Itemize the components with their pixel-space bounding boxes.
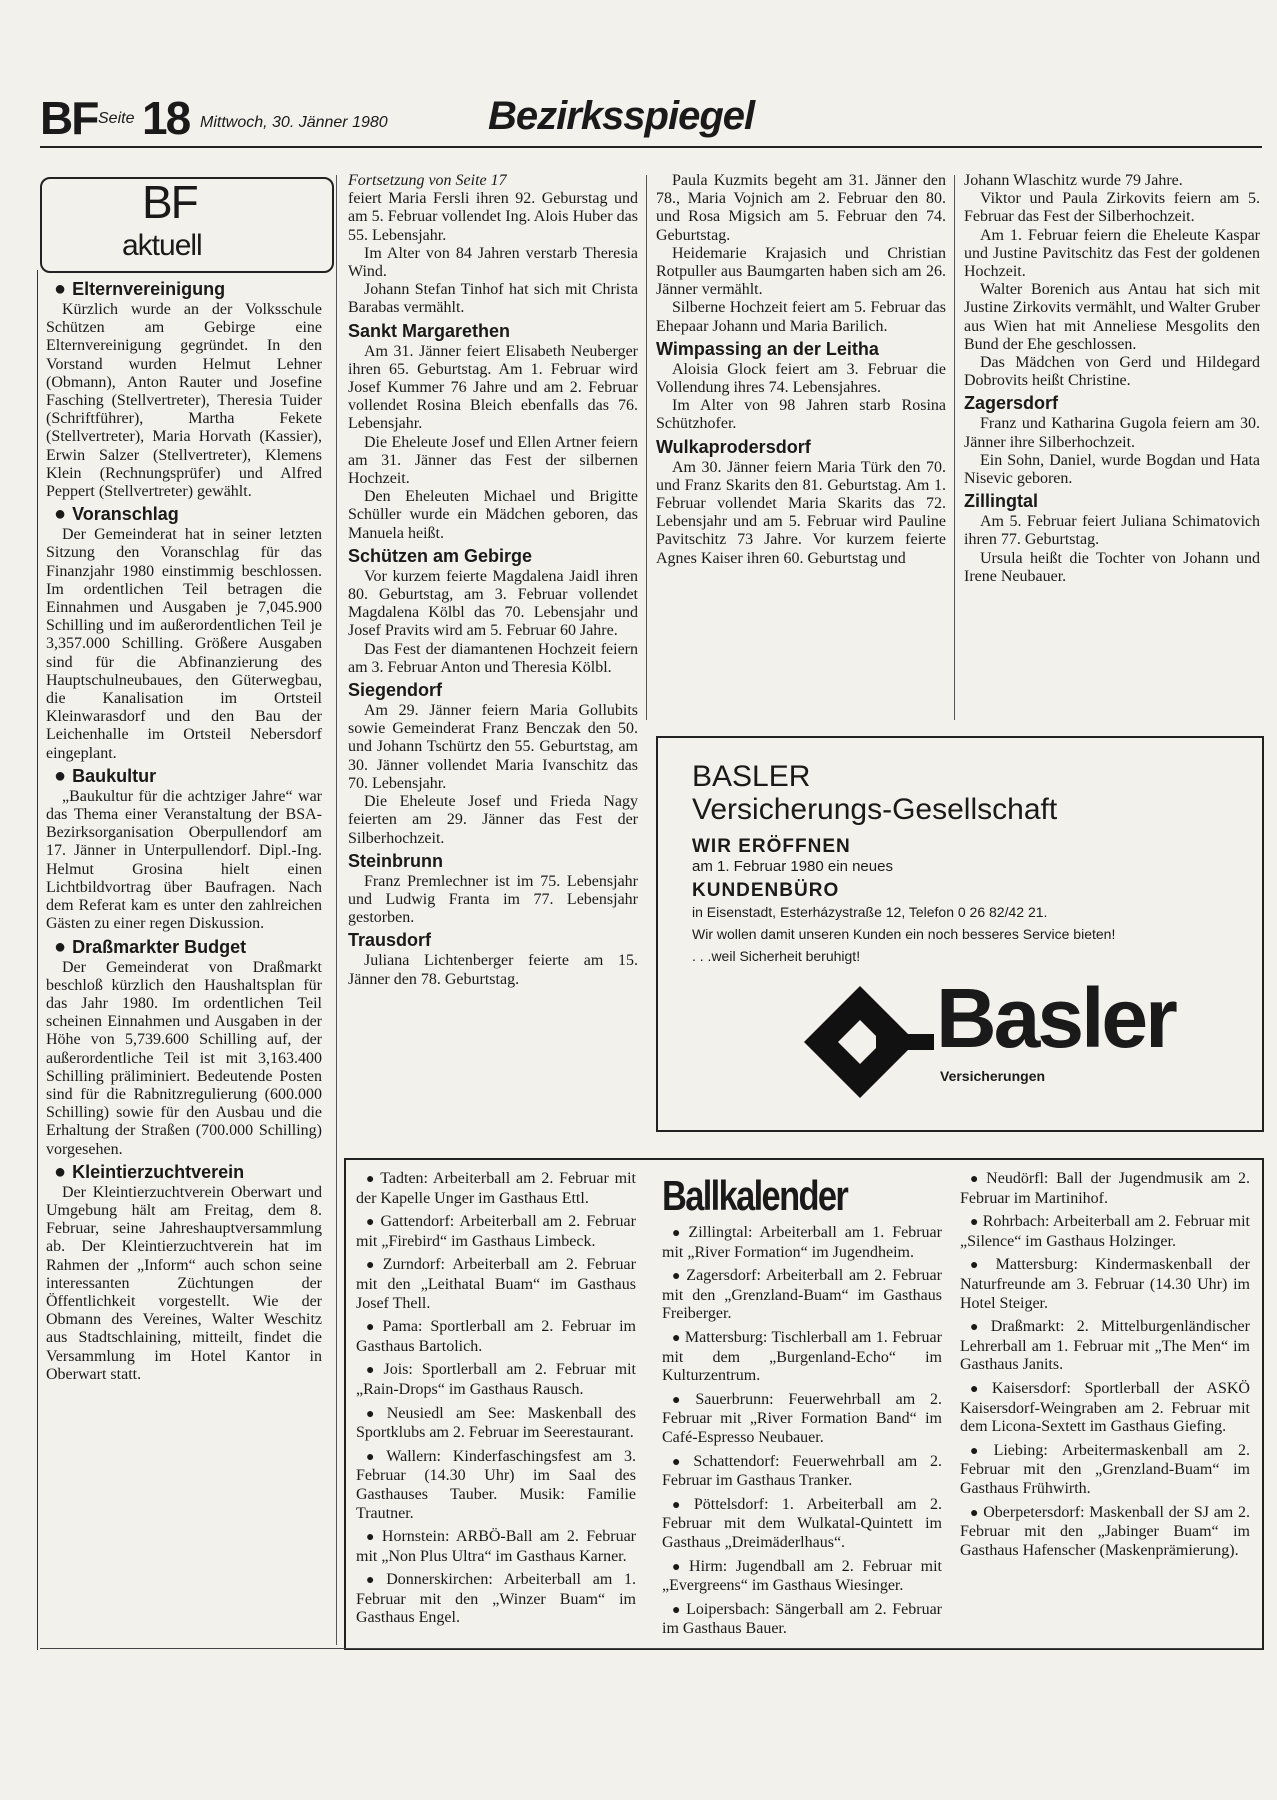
article-text: Das Fest der diamantenen Hochzeit feiern am 3. Februar Anton und Theresia Kölbl. [348, 640, 638, 676]
article-text: Franz Premlechner ist im 75. Lebensjahr und Ludwig Franta im 77. Lebensjahr gestorben. [348, 872, 638, 927]
column-village-news-3 [656, 172, 946, 568]
bf-aktuell-box [40, 177, 334, 273]
ball-entry: ● Schattendorf: Feuerwehrball am 2. Februar im Gasthaus Tranker. [662, 1453, 942, 1491]
article-text: Viktor und Paula Zirkovits feiern am 5. Februar das Fest der Silberhochzeit. [964, 190, 1260, 226]
article-text: Am 1. Februar feiern die Eheleute Kaspar und Justine Pavitschitz das Fest der goldenen Hochzeit. [964, 226, 1260, 281]
article-text: Johann Wlaschitz wurde 79 Jahre. [964, 172, 1183, 189]
column-rule [646, 175, 647, 720]
ball-entry: ● Rohrbach: Arbeiterball am 2. Februar mit „Silence“ im Gasthaus Holzinger. [960, 1213, 1250, 1251]
article-text: Der Kleintierzuchtverein Oberwart und Umgebung hält am Freitag, dem 8. Februar, seine Jahreshauptversammlung ab. Der Kleintierzuchtverein hat im Rahmen der „Inform“ auch schon seine interessanten Züchtungen der Öffentlichkeit vorgestellt. Wie der Obmann des Vereines, Walter Weschitz aus Stadtschlaining, mitteilt, findet die Versammlung im Hotel Kantor in Oberwart statt. [46, 1183, 322, 1383]
ball-entry: ● Pama: Sportlerball am 2. Februar im Gasthaus Bartolich. [356, 1318, 636, 1356]
ball-entry: ● Sauerbrunn: Feuerwehrball am 2. Februar mit „River Formation Band“ im Café-Espresso Neubauer. [662, 1391, 942, 1448]
box-title-bf: BF [142, 176, 197, 228]
ad-brand: Basler [936, 971, 1175, 1065]
ball-entry: ● Kaisersdorf: Sportlerball der ASKÖ Kaisersdorf-Weingraben am 2. Februar mit dem Licona-Sextett im Gasthaus Giefing. [960, 1380, 1250, 1437]
ball-entry: ● Jois: Sportlerball am 2. Februar mit „Rain-Drops“ im Gasthaus Rausch. [356, 1361, 636, 1399]
article-text: Am 29. Jänner feiern Maria Gollubits sowie Gemeinderat Franz Benczak den 50. und Johann Tschürtz den 55. Geburtstag, am 30. Jänner vollendet Maria Ivanschitz das 70. Lebensjahr. [348, 702, 638, 792]
article-text: Im Alter von 98 Jahren starb Rosina Schützhofer. [656, 397, 946, 433]
village-heading: Steinbrunn [348, 850, 443, 871]
column-rule [336, 175, 337, 1645]
ballkalender-box [344, 1158, 1264, 1650]
ball-entry: ● Oberpetersdorf: Maskenball der SJ am 2. Februar mit den „Jabinger Buam“ im Gasthaus Hafenscher (Maskenprämierung). [960, 1504, 1250, 1561]
village-heading: Sankt Margarethen [348, 320, 511, 341]
article-text: Am 30. Jänner feiern Maria Türk den 70. und Franz Skarits den 81. Geburtstag. Am 1. Februar vollendet Maria Skarits das 72. Lebensjahr und am 5. Februar wird Pauline Pavitschitz 73 Jahre. Vor kurzem feierte Agnes Kaiser ihren 60. Geburtstag und [656, 458, 946, 567]
ball-entry: ● Mattersburg: Tischlerball am 1. Februar mit dem „Burgenland-Echo“ im Kulturzentrum. [662, 1329, 942, 1386]
article-heading: ● Baukultur [46, 766, 322, 787]
ball-entry: ● Hirm: Jugendball am 2. Februar mit „Evergreens“ im Gasthaus Wiesinger. [662, 1558, 942, 1596]
article-text: Heidemarie Krajasich und Christian Rotpuller aus Baumgarten haben sich am 26. Jänner vermählt. [656, 244, 946, 299]
article-text: „Baukultur für die achtziger Jahre“ war das Thema einer Veranstaltung der BSA-Bezirksorganisation Oberpullendorf am 17. Jänner in Unterpullendorf. Dipl.-Ing. Helmut Grosina hielt einen Lichtbildvortrag über Baufragen. Nach dem Referat kam es unter den zahlreichen Gästen zu einer regen Diskussion. [46, 787, 322, 933]
ball-entry: ● Draßmarkt: 2. Mittelburgenländischer Lehrerball am 1. Februar mit „The Men“ im Gasthaus Janits. [960, 1318, 1250, 1375]
village-heading: Wimpassing an der Leitha [656, 338, 879, 359]
village-heading: Trausdorf [348, 930, 432, 951]
article-text: Am 5. Februar feiert Juliana Schimatovich ihren 77. Geburtstag. [964, 513, 1260, 549]
ball-column-2 [662, 1224, 942, 1644]
column-village-news-4 [964, 172, 1260, 586]
ball-entry: ● Donnerskirchen: Arbeiterball am 1. Februar mit den „Winzer Buam“ im Gasthaus Engel. [356, 1571, 636, 1628]
ball-entry: ● Tadten: Arbeiterball am 2. Februar mit der Kapelle Unger im Gasthaus Ettl. [356, 1170, 636, 1208]
ad-brand-sub: Versicherungen [940, 1068, 1046, 1084]
basler-logo-icon [804, 986, 934, 1098]
article-text: Die Eheleute Josef und Frieda Nagy feierten am 29. Jänner das Fest der Silberhochzeit. [348, 793, 638, 847]
article-heading: ● Kleintierzuchtverein [46, 1162, 322, 1183]
section-title: Bezirksspiegel [488, 94, 755, 138]
continued-note: Fortsetzung von Seite 17 [348, 172, 507, 189]
newspaper-logo: BF [40, 92, 98, 144]
article-text: Paula Kuzmits begeht am 31. Jänner den 78., Maria Vojnich am 2. Februar den 80. und Rosa Migsich am 5. Februar den 74. Geburtstag. [656, 172, 946, 244]
ball-column-3 [960, 1170, 1250, 1565]
page-header [40, 92, 1262, 150]
article-text: Franz und Katharina Gugola feiern am 30. Jänner ihre Silberhochzeit. [964, 415, 1260, 451]
ball-entry: ● Pöttelsdorf: 1. Arbeiterball am 2. Februar mit dem Wulkatal-Quintett im Gasthaus „Dreimäderlhaus“. [662, 1496, 942, 1553]
bottom-rule [40, 1648, 1262, 1649]
box-title-aktuell: aktuell [122, 229, 202, 262]
ad-company-type: Versicherungs-Gesellschaft [692, 793, 1058, 826]
article-heading: ● Elternvereinigung [46, 279, 322, 300]
article-text: Kürzlich wurde an der Volksschule Schützen am Gebirge eine Elternvereinigung gegründet. In den Vorstand wurden Helmut Lehner (Obmann), Anton Rauter und Josefine Fasching (Stellvertreter), Theresia Tuider (Schriftführer), Martha Fekete (Stellvertreter), Maria Horvath (Kassier), Erwin Salzer (Stellvertreter), Klemens Klein (Rechnungsprüfer) und Alfred Peppert (Stellvertreter) gewählt. [46, 301, 322, 501]
ad-slogan: . . .weil Sicherheit beruhigt! [692, 948, 861, 964]
ball-entry: ● Zagersdorf: Arbeiterball am 2. Februar mit den „Grenzland-Buam“ im Gasthaus Freiberger. [662, 1267, 942, 1324]
article-text: Vor kurzem feierte Magdalena Jaidl ihren 80. Geburtstag, am 3. Februar vollendet Magdalena Kölbl das 70. Lebensjahr und Josef Pravits wird am 5. Februar 60 Jahre. [348, 567, 638, 640]
article-text: Der Gemeinderat von Draßmarkt beschloß kürzlich den Haushaltsplan für das Jahr 1980. Im ordentlichen Teil scheinen Einnahmen und Ausgaben in der Höhe von 5,739.600 Schilling auf, der außerordentliche Teil ist mit 3,163.400 Schilling präliminiert. Bedeutende Posten sind für die Rabnitzregulierung (600.000 Schilling) sowie für den Ausbau und die Erhaltung der Straßen (700.000 Schilling) vorgesehen. [46, 958, 322, 1158]
column-rule [37, 270, 38, 1650]
ball-entry: ● Neudörfl: Ball der Jugendmusik am 2. Februar im Martinihof. [960, 1170, 1250, 1208]
ball-entry: ● Mattersburg: Kindermaskenball der Naturfreunde am 3. Februar (14.30 Uhr) im Hotel Steiger. [960, 1256, 1250, 1313]
column-bf-aktuell [46, 276, 322, 1384]
article-text: Ein Sohn, Daniel, wurde Bogdan und Hata Nisevic geboren. [964, 451, 1260, 488]
issue-date: Mittwoch, 30. Jänner 1980 [200, 114, 388, 131]
article-text: Johann Stefan Tinhof hat sich mit Christa Barabas vermählt. [348, 281, 638, 317]
article-text: Die Eheleute Josef und Ellen Artner feiern am 31. Jänner das Fest der silbernen Hochzeit. [348, 433, 638, 488]
village-heading: Siegendorf [348, 680, 443, 701]
article-heading: ● Voranschlag [46, 504, 322, 525]
village-heading: Zillingtal [964, 491, 1038, 512]
article-text: Walter Borenich aus Antau hat sich mit Justine Zirkovits vermählt, und Walter Gruber aus Wien hat mit Anneliese Mesgolits den Bund der Ehe geschlossen. [964, 281, 1260, 353]
header-rule [40, 146, 1262, 148]
article-text: Ursula heißt die Tochter von Johann und Irene Neubauer. [964, 549, 1260, 585]
ball-entry: ● Hornstein: ARBÖ-Ball am 2. Februar mit „Non Plus Ultra“ im Gasthaus Karner. [356, 1528, 636, 1566]
article-heading: ● Draßmarkter Budget [46, 937, 322, 958]
village-heading: Zagersdorf [964, 393, 1059, 414]
ball-entry: ● Gattendorf: Arbeiterball am 2. Februar mit „Firebird“ im Gasthaus Limbeck. [356, 1213, 636, 1251]
ball-column-1 [356, 1170, 636, 1633]
ball-entry: ● Wallern: Kinderfaschingsfest am 3. Februar (14.30 Uhr) im Saal des Gasthauses Tauber. Musik: Familie Trautner. [356, 1448, 636, 1523]
basler-advertisement [656, 736, 1264, 1132]
ball-entry: ● Loipersbach: Sängerball am 2. Februar im Gasthaus Bauer. [662, 1601, 942, 1639]
ad-text: am 1. Februar 1980 ein neues [692, 858, 893, 875]
article-text: Das Mädchen von Gerd und Hildegard Dobrovits heißt Christine. [964, 354, 1260, 390]
ad-headline: WIR ERÖFFNEN [692, 836, 851, 857]
ad-company: BASLER [692, 760, 811, 793]
ad-text: Wir wollen damit unseren Kunden ein noch besseres Service bieten! [692, 926, 1116, 942]
article-text: Den Eheleuten Michael und Brigitte Schüller wurde ein Mädchen geboren, das Manuela heißt. [348, 488, 638, 542]
ball-entry: ● Neusiedl am See: Maskenball des Sportklubs am 2. Februar im Seerestaurant. [356, 1405, 636, 1443]
article-text: Am 31. Jänner feiert Elisabeth Neuberger ihren 65. Geburtstag. Am 1. Februar wird Josef Kummer 76 Jahre und am 2. Februar vollendet Rosina Bleich ebenfalls das 76. Lebensjahr. [348, 342, 638, 433]
article-text: Juliana Lichtenberger feierte am 15. Jänner den 78. Geburtstag. [348, 952, 638, 988]
ball-entry: ● Zillingtal: Arbeiterball am 1. Februar mit „River Formation“ im Jugendheim. [662, 1224, 942, 1262]
village-heading: Schützen am Gebirge [348, 545, 533, 566]
ad-address: in Eisenstadt, Esterházystraße 12, Telefon 0 26 82/42 21. [692, 904, 1048, 920]
page-number: 18 [142, 92, 190, 144]
ball-entry: ● Zurndorf: Arbeiterball am 2. Februar mit den „Leithatal Buam“ im Gasthaus Josef Thell. [356, 1256, 636, 1313]
seite-label: Seite [98, 110, 135, 127]
article-text: feiert Maria Fersli ihren 92. Geburstag und am 5. Februar vollendet Ing. Alois Huber das 55. Lebensjahr. [348, 190, 638, 244]
ad-headline: KUNDENBÜRO [692, 880, 840, 901]
article-text: Aloisia Glock feiert am 3. Februar die Vollendung ihres 74. Lebensjahres. [656, 360, 946, 397]
article-text: Im Alter von 84 Jahren verstarb Theresia Wind. [348, 244, 638, 281]
column-village-news-2 [348, 172, 638, 989]
ball-entry: ● Liebing: Arbeitermaskenball am 2. Februar mit den „Grenzland-Buam“ im Gasthaus Frühwirth. [960, 1442, 1250, 1499]
article-text: Silberne Hochzeit feiert am 5. Februar das Ehepaar Johann und Maria Barilich. [656, 299, 946, 335]
column-rule [954, 175, 955, 720]
village-heading: Wulkaprodersdorf [656, 436, 811, 457]
ballkalender-title: Ballkalender [662, 1172, 848, 1219]
article-text: Der Gemeinderat hat in seiner letzten Sitzung den Voranschlag für das Finanzjahr 1980 einstimmig beschlossen. Im ordentlichen Teil betragen die Einnahmen und Ausgaben je 7,045.900 Schilling und im außerordentlichen Teil je 3,357.000 Schilling. Größere Ausgaben sind für die Abfinanzierung des Hauptschulneubaues, den Güterwegbau, die Kanalisation im Ortsteil Kleinwarasdorf und den Bau der Leichenhalle im Ortsteil Nebersdorf eingeplant. [46, 526, 322, 762]
